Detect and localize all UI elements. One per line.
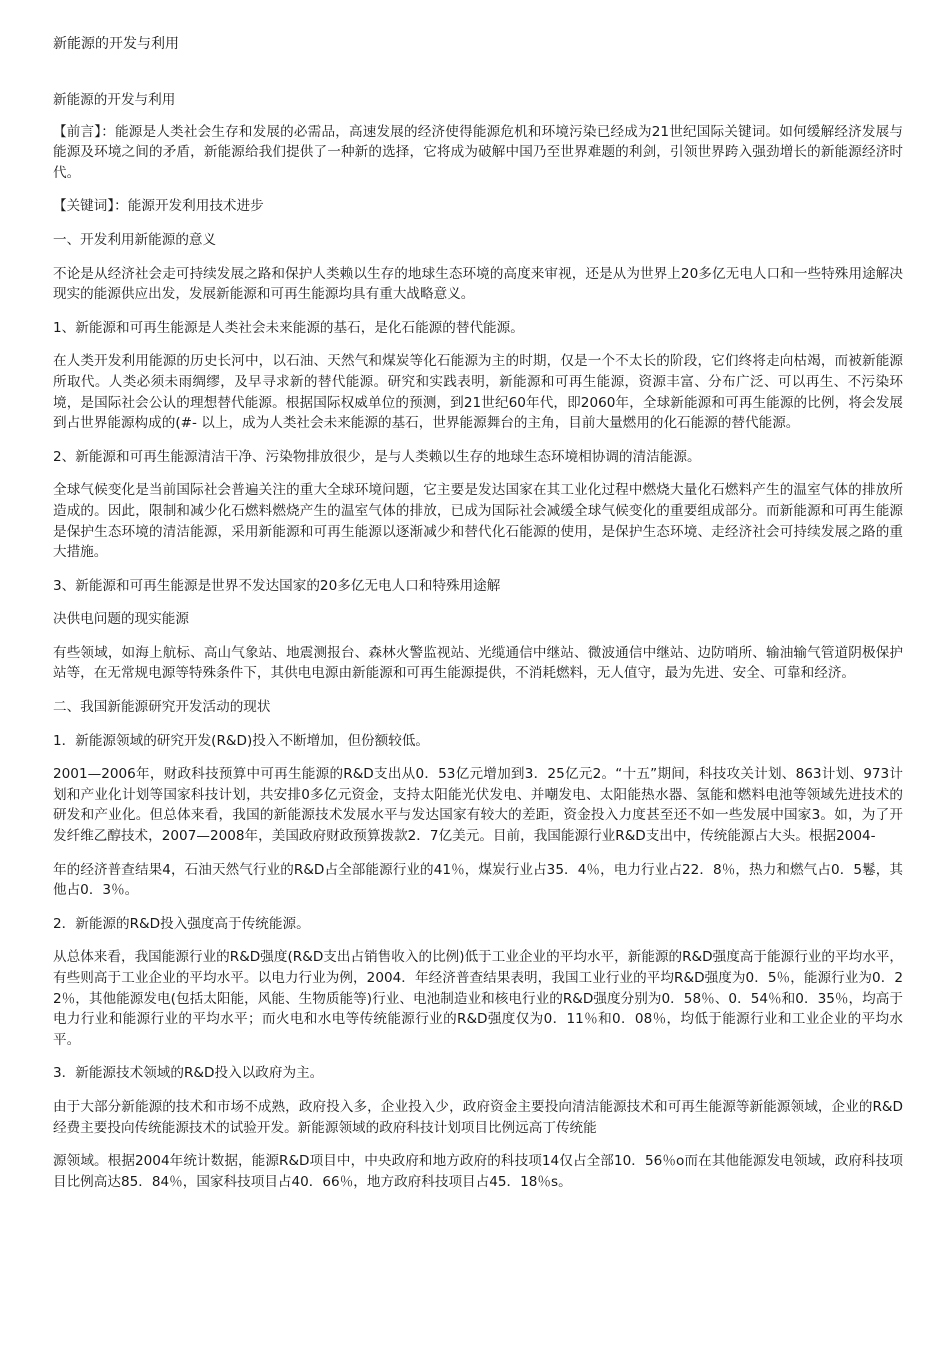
paragraph-preface: 【前言】：能源是人类社会生存和发展的必需品，高速发展的经济使得能源危机和环境污染已经成为21世纪国际关键词。如何缓解经济发展与能源及环境之间的矛盾，新能源给我们提供了一种新的选择，它将成为破解中国乃至世界难题的利剑，引领世界跨入强劲增长的新能源经济时代。 — [53, 123, 903, 181]
subsection-heading-continued: 决供电问题的现实能源 — [53, 611, 189, 628]
subsection-heading: 3、新能源和可再生能源是世界不发达国家的20多亿无电人口和特殊用途解 — [53, 577, 501, 594]
document-header: 新能源的开发与利用 — [53, 36, 179, 52]
subsection-heading: 3．新能源技术领域的R&D投入以政府为主。 — [53, 1065, 324, 1082]
document-body — [53, 90, 903, 1192]
paragraph: 有些领域，如海上航标、高山气象站、地震测报台、森林火警监视站、光缆通信中继站、微波通信中继站、边防哨所、输油输气管道阴极保护站等，在无常规电源等特殊条件下，其供电电源由新能源和可再生能源提供，不消耗燃料，无人值守，最为先进、安全、可靠和经济。 — [53, 644, 903, 682]
subsection-heading: 1．新能源领域的研究开发(R&D)投入不断增加，但份额较低。 — [53, 732, 430, 749]
subsection-heading: 1、新能源和可再生能源是人类社会未来能源的基石，是化石能源的替代能源。 — [53, 319, 524, 336]
section-heading-2: 二、我国新能源研究开发活动的现状 — [53, 699, 271, 716]
subsection-heading: 2、新能源和可再生能源清洁干净、污染物排放很少，是与人类赖以生存的地球生态环境相协调的清洁能源。 — [53, 448, 701, 465]
subsection-heading: 2．新能源的R&D投入强度高于传统能源。 — [53, 915, 310, 932]
document-title: 新能源的开发与利用 — [53, 92, 176, 108]
paragraph: 不论是从经济社会走可持续发展之路和保护人类赖以生存的地球生态环境的高度来审视，还是从为世界上20多亿无电人口和一些特殊用途解决现实的能源供应出发，发展新能源和可再生能源均具有重大战略意义。 — [53, 265, 903, 303]
paragraph: 全球气候变化是当前国际社会普遍关注的重大全球环境问题，它主要是发达国家在其工业化过程中燃烧大量化石燃料产生的温室气体的排放所造成的。因此，限制和减少化石燃料燃烧产生的温室气体的排放，已成为国际社会减缓全球气候变化的重要组成部分。而新能源和可再生能源是保护生态环境的清洁能源，采用新能源和可再生能源以逐渐减少和替代化石能源的使用，是保护生态环境、走经济社会可持续发展之路的重大措施。 — [53, 482, 903, 561]
paragraph: 年的经济普查结果4，石油天然气行业的R&D占全部能源行业的41％，煤炭行业占35．4％，电力行业占22．8％，热力和燃气占0．5鬈，其他占0．3％。 — [53, 861, 903, 899]
section-heading-1: 一、开发利用新能源的意义 — [53, 231, 217, 248]
paragraph: 由于大部分新能源的技术和市场不成熟，政府投入多，企业投入少，政府资金主要投向清洁能源技术和可再生能源等新能源领域，企业的R&D经费主要投向传统能源技术的试验开发。新能源领域的政府科技计划项目比例远高丁传统能 — [53, 1098, 903, 1136]
paragraph: 源领域。根据2004年统计数据，能源R&D项目中，中央政府和地方政府的科技项14仅占全部10．56％o而在其他能源发电领域，政府科技项目比例高达85．84％，国家科技项目占40．66％，地方政府科技项目占45．18％s。 — [53, 1153, 903, 1190]
paragraph: 2001—2006年，财政科技预算中可再生能源的R&D支出从0．53亿元增加到3．25亿元2。“十五”期间，科技攻关计划、863计划、973计划和产业化计划等国家科技计划，共安排0多亿元资金，支持太阳能光伏发电、并嘲发电、太阳能热水器、氢能和燃料电池等领域先进技术的研发和产业化。但总体来看，我国的新能源技术发展水平与发达国家有较大的差距，资金投入力度甚至还不如一些发展中国家3。如，为了开发纤维乙醇技术，2007—2008年，美国政府财政预算拨款2．7亿美元。目前，我国能源行业R&D支出中，传统能源占大头。根据2004- — [53, 766, 903, 845]
paragraph-keywords: 【关键词】：能源开发利用技术进步 — [53, 198, 264, 215]
paragraph: 从总体来看，我国能源行业的R&D强度(R&D支出占销售收入的比例)低于工业企业的平均水平，新能源的R&D强度高于能源行业的平均水平，有些则高于工业企业的平均水平。以电力行业为例，2004．年经济普查结果表明，我国工业行业的平均R&D强度为0．5％，能源行业为0．22％，其他能源发电(包括太阳能，风能、生物质能等)行业、电池制造业和核电行业的R&D强度分别为0．58％、0．54％和0．35％，均高于电力行业和能源行业的平均水平；而火电和水电等传统能源行业的R&D强度仅为0．11％和0．08％，均低于能源行业和工业企业的平均水平。 — [53, 949, 903, 1048]
paragraph: 在人类开发利用能源的历史长河中，以石油、天然气和煤炭等化石能源为主的时期，仅是一个不太长的阶段，它们终将走向枯竭，而被新能源所取代。人类必须未雨绸缪，及早寻求新的替代能源。研究和实践表明，新能源和可再生能源，资源丰富、分布广泛、可以再生、不污染环境，是国际社会公认的理想替代能源。根据国际权威单位的预测，到21世纪60年代，即2060年，全球新能源和可再生能源的比例，将会发展到占世界能源构成的(#- 以上，成为人类社会未来能源的基石，世界能源舞台的主角，目前大量燃用的化石能源的替代能源。 — [53, 353, 903, 432]
